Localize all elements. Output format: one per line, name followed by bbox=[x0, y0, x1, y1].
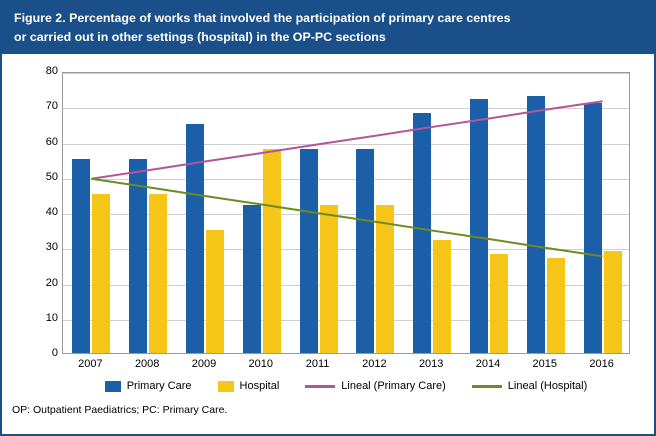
bar-hospital-2015 bbox=[547, 258, 565, 353]
bar-hospital-2013 bbox=[433, 240, 451, 353]
bar-hospital-2010 bbox=[263, 149, 281, 353]
bar-primary-care-2012 bbox=[356, 149, 374, 353]
x-axis-tick-label: 2016 bbox=[589, 358, 614, 370]
y-axis-tick-label: 50 bbox=[45, 170, 58, 183]
x-axis-tick-label: 2007 bbox=[78, 358, 103, 370]
figure-title-line-2: or carried out in other settings (hospital) in the OP-PC sections bbox=[14, 29, 386, 44]
legend-label: Lineal (Primary Care) bbox=[341, 380, 446, 392]
bar-primary-care-2014 bbox=[470, 99, 488, 353]
x-axis-tick-label: 2012 bbox=[362, 358, 387, 370]
x-axis-tick-label: 2015 bbox=[532, 358, 558, 370]
y-axis-tick-label: 70 bbox=[45, 100, 58, 113]
bar-hospital-2008 bbox=[149, 194, 167, 353]
y-axis-tick-label: 10 bbox=[45, 311, 58, 324]
legend-item-primary-care[interactable] bbox=[105, 380, 192, 392]
legend-item-lineal-hospital-[interactable] bbox=[472, 380, 587, 392]
chart-area bbox=[16, 64, 640, 396]
x-axis-tick-label: 2010 bbox=[248, 358, 274, 370]
bar-hospital-2007 bbox=[92, 194, 110, 353]
bar-hospital-2016 bbox=[604, 251, 622, 353]
legend-item-hospital[interactable] bbox=[218, 380, 280, 392]
y-axis-tick-label: 40 bbox=[45, 206, 58, 218]
legend-swatch-icon bbox=[218, 381, 234, 392]
y-axis-tick-label: 20 bbox=[45, 276, 58, 289]
bar-primary-care-2009 bbox=[186, 124, 204, 353]
figure-footnote: OP: Outpatient Paediatrics; PC: Primary Care. bbox=[12, 404, 228, 416]
bar-hospital-2011 bbox=[320, 205, 338, 353]
bar-hospital-2014 bbox=[490, 254, 508, 353]
legend-swatch-icon bbox=[472, 385, 502, 388]
bar-primary-care-2007 bbox=[72, 159, 90, 353]
figure-title-bar bbox=[2, 2, 654, 54]
legend-swatch-icon bbox=[305, 385, 335, 388]
y-axis-tick-label: 60 bbox=[45, 135, 58, 148]
figure-title-line-1: Figure 2. Percentage of works that involved the participation of primary care centres bbox=[14, 11, 511, 25]
y-axis-tick-label: 80 bbox=[45, 65, 58, 77]
bar-primary-care-2008 bbox=[129, 159, 147, 353]
legend-swatch-icon bbox=[105, 381, 121, 392]
x-axis-tick-label: 2009 bbox=[191, 358, 217, 370]
bar-primary-care-2015 bbox=[527, 96, 545, 353]
bar-hospital-2012 bbox=[376, 205, 394, 353]
x-axis-tick-label: 2013 bbox=[418, 358, 444, 370]
legend-label: Hospital bbox=[239, 380, 280, 392]
bar-primary-care-2011 bbox=[300, 149, 318, 353]
bar-primary-care-2010 bbox=[243, 205, 261, 353]
legend-label: Primary Care bbox=[126, 380, 192, 392]
bar-hospital-2009 bbox=[206, 230, 224, 353]
legend-label: Lineal (Hospital) bbox=[507, 380, 588, 392]
bar-primary-care-2013 bbox=[413, 113, 431, 353]
gridline bbox=[63, 73, 629, 74]
x-axis-tick-label: 2014 bbox=[475, 358, 501, 370]
x-axis-tick-label: 2008 bbox=[134, 358, 160, 370]
x-axis-tick-label: 2011 bbox=[305, 358, 330, 370]
chart-legend bbox=[62, 376, 630, 396]
y-axis-tick-label: 0 bbox=[51, 347, 58, 359]
y-axis-tick-label: 30 bbox=[45, 241, 58, 254]
bar-primary-care-2016 bbox=[584, 103, 602, 353]
plot-region bbox=[62, 72, 630, 354]
legend-item-lineal-primary-care-[interactable] bbox=[305, 380, 446, 392]
